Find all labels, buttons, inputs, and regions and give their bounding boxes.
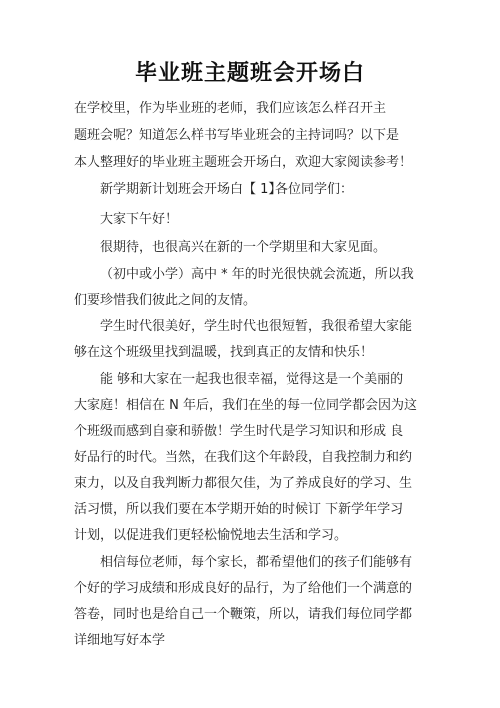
- section-heading: 新学期新计划班会开场白【 1】: [100, 182, 282, 197]
- text-line: 答卷，同时也是给自己一个鞭策，所以，请我们每位同学都: [74, 607, 413, 622]
- text-line: 们要珍惜我们彼此之间的友情。: [74, 293, 257, 308]
- text-line: 好品行的时代。当然，在我们这个年龄段，自我控制力和约: [74, 450, 413, 465]
- salutation: 各位同学们：: [275, 182, 354, 197]
- text-line: 个班级而感到自豪和骄傲！学生时代是学习知识和形成 良: [74, 424, 404, 439]
- text-line: 在学校里，作为毕业班的老师，我们应该怎么样召开主: [74, 101, 387, 116]
- text-line: 学生时代很美好，学生时代也很短暂，我很希望大家能: [100, 319, 413, 334]
- text-line: （初中或小学）高中 * 年的时光很快就会流逝，所以我: [100, 267, 414, 282]
- text-line: 大家庭！相信在 N 年后，我们在坐的每一位同学都会因为这: [74, 398, 417, 413]
- document-title: 毕业班主题班会开场白: [134, 61, 365, 86]
- text-line: 个好的学习成绩和形成良好的品行，为了给他们一个满意的: [74, 581, 413, 596]
- text-line: 本人整理好的毕业班主题班会开场白，欢迎大家阅读参考！: [74, 155, 413, 170]
- text-line: 计划，以促进我们更轻松愉悦地去生活和学习。: [74, 528, 348, 543]
- text-line: 能 够和大家在一起我也很幸福，觉得这是一个美丽的: [100, 372, 404, 387]
- greeting-line: 大家下午好！: [100, 212, 179, 227]
- text-line: 详细地写好本学: [74, 633, 166, 648]
- text-line: 够在这个班级里找到温暖，找到真正的友情和快乐！: [74, 345, 374, 360]
- text-line: 很期待，也很高兴在新的一个学期里和大家见面。: [100, 240, 387, 255]
- text-line: 相信每位老师，每个家长，都希望他们的孩子们能够有: [100, 555, 413, 570]
- text-line: 束力，以及自我判断力都很欠佳，为了养成良好的学习、生: [74, 476, 413, 491]
- text-line: 活习惯，所以我们要在本学期开始的时候订 下新学年学习: [74, 502, 404, 517]
- text-line: 题班会呢？知道怎么样书写毕业班会的主持词吗？以下是: [74, 128, 400, 143]
